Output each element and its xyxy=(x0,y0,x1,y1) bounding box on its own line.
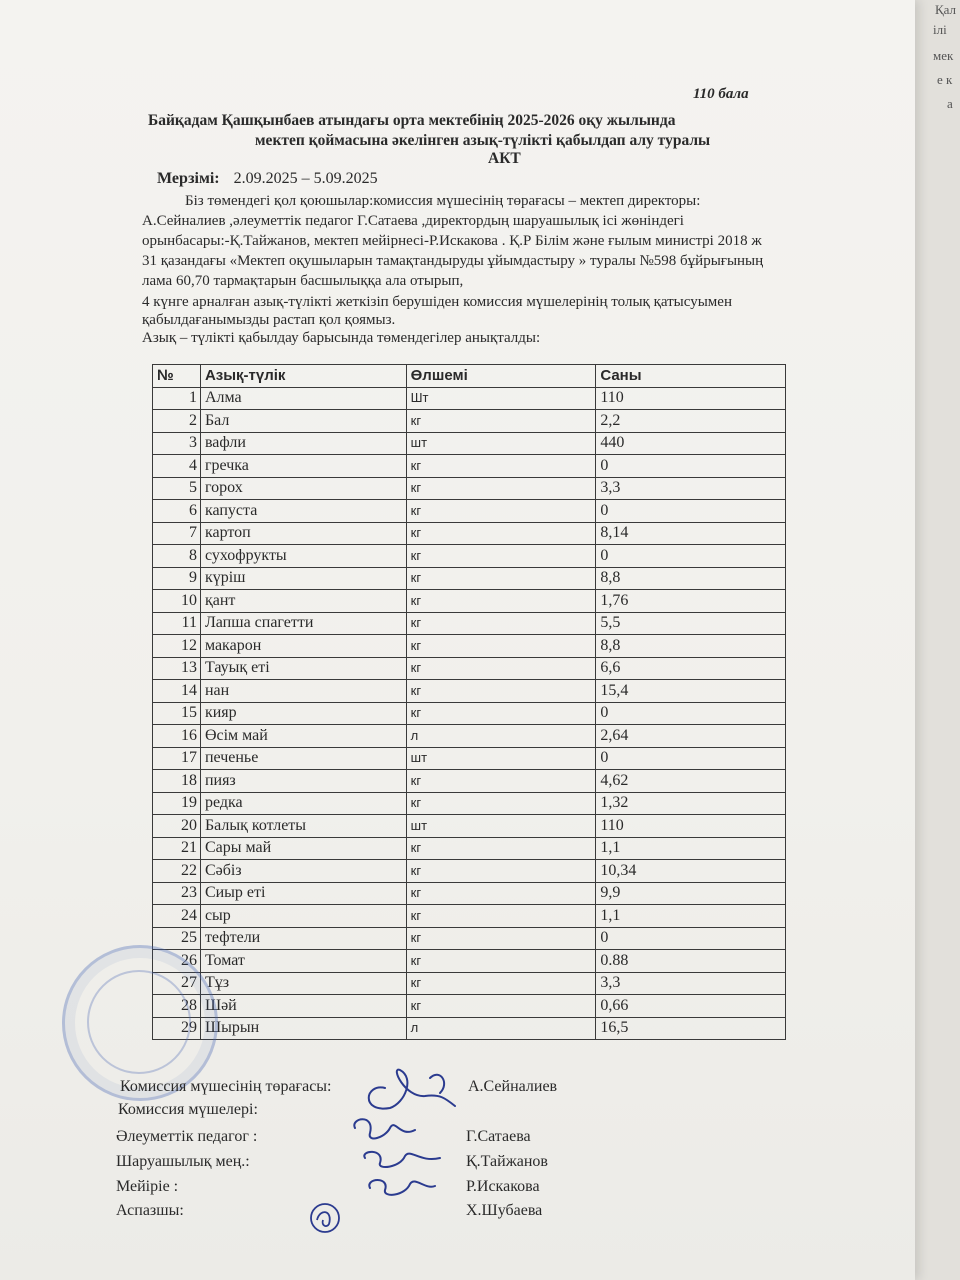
table-row xyxy=(153,635,786,658)
row-number: 16 xyxy=(153,725,201,748)
row-number: 25 xyxy=(153,927,201,950)
table-row xyxy=(153,590,786,613)
unit: кг xyxy=(406,792,596,815)
product-name: гречка xyxy=(200,455,406,478)
quantity: 0,66 xyxy=(596,995,786,1018)
title-line-2: мектеп қоймасына әкелінген азық-түлікті қабылдап алу туралы xyxy=(255,132,711,149)
product-name: печенье xyxy=(200,747,406,770)
product-name: Шәй xyxy=(200,995,406,1018)
table-row xyxy=(153,410,786,433)
signature-role: Мейіріе : xyxy=(116,1178,179,1195)
intro-line: 4 күнге арналған азық-түлікті жеткізіп берушіден комиссия мүшелерінің толық қатысуымен xyxy=(142,294,732,310)
unit: кг xyxy=(406,522,596,545)
table-row xyxy=(153,905,786,928)
unit: кг xyxy=(406,837,596,860)
quantity: 0 xyxy=(596,455,786,478)
period-label: Мерзімі: xyxy=(157,170,220,187)
table-row xyxy=(153,882,786,905)
product-name: тефтели xyxy=(200,927,406,950)
row-number: 13 xyxy=(153,657,201,680)
row-number: 6 xyxy=(153,500,201,523)
unit: кг xyxy=(406,860,596,883)
row-number: 14 xyxy=(153,680,201,703)
product-name: Балық котлеты xyxy=(200,815,406,838)
table-row xyxy=(153,702,786,725)
quantity: 3,3 xyxy=(596,972,786,995)
quantity: 8,8 xyxy=(596,567,786,590)
title-act: АКТ xyxy=(488,150,521,167)
background-sheet: Қал ілі мек е к а xyxy=(915,0,960,1280)
row-number: 10 xyxy=(153,590,201,613)
quantity: 110 xyxy=(596,815,786,838)
row-number: 19 xyxy=(153,792,201,815)
cook-signature xyxy=(305,1198,345,1238)
product-name: Өсім май xyxy=(200,725,406,748)
unit: кг xyxy=(406,545,596,568)
table-row xyxy=(153,567,786,590)
unit: л xyxy=(406,725,596,748)
quantity: 3,3 xyxy=(596,477,786,500)
quantity: 2,64 xyxy=(596,725,786,748)
quantity: 8,8 xyxy=(596,635,786,658)
unit: кг xyxy=(406,972,596,995)
row-number: 17 xyxy=(153,747,201,770)
product-name: сыр xyxy=(200,905,406,928)
row-number: 26 xyxy=(153,950,201,973)
table-row xyxy=(153,680,786,703)
signature-role: Шаруашылық мең.: xyxy=(116,1153,250,1170)
product-name: күріш xyxy=(200,567,406,590)
quantity: 4,62 xyxy=(596,770,786,793)
signature-role: Әлеуметтік педагог : xyxy=(116,1128,258,1145)
product-name: Сәбіз xyxy=(200,860,406,883)
quantity: 15,4 xyxy=(596,680,786,703)
table-row xyxy=(153,725,786,748)
unit: кг xyxy=(406,950,596,973)
quantity: 1,1 xyxy=(596,837,786,860)
intro-line: Азық – түлікті қабылдау барысында төмендегілер анықталды: xyxy=(142,330,541,346)
product-name: Бал xyxy=(200,410,406,433)
row-number: 15 xyxy=(153,702,201,725)
intro-line: 31 қазандағы «Мектеп оқушыларын тамақтандыруды ұйымдастыру » туралы №598 бұйрығының xyxy=(142,253,764,269)
intro-line: А.Сейналиев ,әлеуметтік педагог Г.Сатаева ,директордың шаруашылық ісі жөніндегі xyxy=(142,213,684,229)
product-name: картоп xyxy=(200,522,406,545)
unit: кг xyxy=(406,702,596,725)
unit: шт xyxy=(406,432,596,455)
table-row xyxy=(153,995,786,1018)
unit: кг xyxy=(406,477,596,500)
table-row xyxy=(153,387,786,410)
unit: Шт xyxy=(406,387,596,410)
quantity: 16,5 xyxy=(596,1017,786,1040)
product-name: Томат xyxy=(200,950,406,973)
product-name: капуста xyxy=(200,500,406,523)
product-name: нан xyxy=(200,680,406,703)
signature-name: Х.Шубаева xyxy=(466,1202,543,1219)
unit: шт xyxy=(406,747,596,770)
row-number: 12 xyxy=(153,635,201,658)
table-row xyxy=(153,432,786,455)
row-number: 11 xyxy=(153,612,201,635)
signature-role: Аспазшы: xyxy=(116,1202,184,1219)
quantity: 10,34 xyxy=(596,860,786,883)
row-number: 20 xyxy=(153,815,201,838)
signature-name: Қ.Тайжанов xyxy=(466,1153,548,1170)
product-name: макарон xyxy=(200,635,406,658)
unit: кг xyxy=(406,657,596,680)
intro-line: қабылдағанымызды растап қол қоямыз. xyxy=(142,312,396,328)
quantity: 9,9 xyxy=(596,882,786,905)
header-quantity: Саны xyxy=(596,365,786,388)
unit: кг xyxy=(406,567,596,590)
row-number: 5 xyxy=(153,477,201,500)
row-number: 2 xyxy=(153,410,201,433)
intro-line: орынбасары:-Қ.Тайжанов, мектеп мейірнесі-Р.Искакова . Қ.Р Білім және ғылым министрі 2018 ж xyxy=(142,233,762,249)
signature-role: Комиссия мүшелері: xyxy=(118,1101,258,1118)
quantity: 1,76 xyxy=(596,590,786,613)
product-name: Тұз xyxy=(200,972,406,995)
product-name: кияр xyxy=(200,702,406,725)
unit: кг xyxy=(406,995,596,1018)
product-name: Тауық еті xyxy=(200,657,406,680)
quantity: 0 xyxy=(596,747,786,770)
unit: кг xyxy=(406,680,596,703)
row-number: 7 xyxy=(153,522,201,545)
quantity: 440 xyxy=(596,432,786,455)
product-name: горох xyxy=(200,477,406,500)
period-value: 2.09.2025 – 5.09.2025 xyxy=(233,170,378,187)
quantity: 1,32 xyxy=(596,792,786,815)
quantity: 110 xyxy=(596,387,786,410)
quantity: 0 xyxy=(596,545,786,568)
quantity: 6,6 xyxy=(596,657,786,680)
row-number: 3 xyxy=(153,432,201,455)
unit: кг xyxy=(406,882,596,905)
table-row xyxy=(153,522,786,545)
unit: шт xyxy=(406,815,596,838)
table-row xyxy=(153,1017,786,1040)
quantity: 8,14 xyxy=(596,522,786,545)
intro-line: лама 60,70 тармақтарын басшылыққа ала отырып, xyxy=(142,273,464,289)
row-number: 4 xyxy=(153,455,201,478)
table-row xyxy=(153,612,786,635)
quantity: 0 xyxy=(596,500,786,523)
quantity: 1,1 xyxy=(596,905,786,928)
quantity: 0 xyxy=(596,927,786,950)
row-number: 28 xyxy=(153,995,201,1018)
product-name: пияз xyxy=(200,770,406,793)
signature-name: Р.Искакова xyxy=(466,1178,540,1195)
quantity: 0 xyxy=(596,702,786,725)
quantity: 5,5 xyxy=(596,612,786,635)
product-name: Алма xyxy=(200,387,406,410)
unit: кг xyxy=(406,770,596,793)
table-row xyxy=(153,500,786,523)
table-row xyxy=(153,837,786,860)
product-name: сухофрукты xyxy=(200,545,406,568)
table-row xyxy=(153,792,786,815)
signature-role: Комиссия мүшесінің төрағасы: xyxy=(120,1078,332,1095)
intro-line: Біз төмендегі қол қоюшылар:комиссия мүшесінің төрағасы – мектеп директоры: xyxy=(185,193,701,209)
quantity: 0.88 xyxy=(596,950,786,973)
title-line-1: Байқадам Қашқынбаев атындағы орта мектебінің 2025-2026 оқу жылында xyxy=(148,112,676,129)
signature-name: Г.Сатаева xyxy=(466,1128,531,1145)
table-row xyxy=(153,927,786,950)
unit: л xyxy=(406,1017,596,1040)
unit: кг xyxy=(406,612,596,635)
product-name: редка xyxy=(200,792,406,815)
unit: кг xyxy=(406,635,596,658)
unit: кг xyxy=(406,410,596,433)
table-row xyxy=(153,747,786,770)
unit: кг xyxy=(406,500,596,523)
table-row xyxy=(153,950,786,973)
table-header-row xyxy=(153,365,786,388)
table-row xyxy=(153,972,786,995)
unit: кг xyxy=(406,927,596,950)
handwritten-signatures xyxy=(345,1058,475,1208)
row-number: 8 xyxy=(153,545,201,568)
table-row xyxy=(153,477,786,500)
signature-name: А.Сейналиев xyxy=(468,1078,558,1095)
table-row xyxy=(153,455,786,478)
unit: кг xyxy=(406,905,596,928)
row-number: 1 xyxy=(153,387,201,410)
row-number: 23 xyxy=(153,882,201,905)
table-row xyxy=(153,770,786,793)
header-product: Азық-түлік xyxy=(200,365,406,388)
product-name: Шырын xyxy=(200,1017,406,1040)
product-name: қант xyxy=(200,590,406,613)
quantity: 2,2 xyxy=(596,410,786,433)
row-number: 18 xyxy=(153,770,201,793)
row-number: 22 xyxy=(153,860,201,883)
children-count: 110 бала xyxy=(693,86,749,102)
unit: кг xyxy=(406,590,596,613)
table-row xyxy=(153,815,786,838)
row-number: 29 xyxy=(153,1017,201,1040)
product-name: вафли xyxy=(200,432,406,455)
table-row xyxy=(153,545,786,568)
unit: кг xyxy=(406,455,596,478)
row-number: 24 xyxy=(153,905,201,928)
product-name: Сиыр еті xyxy=(200,882,406,905)
table-row xyxy=(153,860,786,883)
period xyxy=(157,170,378,188)
food-table xyxy=(152,364,786,1040)
table-row xyxy=(153,657,786,680)
row-number: 9 xyxy=(153,567,201,590)
row-number: 27 xyxy=(153,972,201,995)
product-name: Лапша спагетти xyxy=(200,612,406,635)
product-name: Сары май xyxy=(200,837,406,860)
header-number: № xyxy=(153,365,201,388)
row-number: 21 xyxy=(153,837,201,860)
header-unit: Өлшемі xyxy=(406,365,596,388)
